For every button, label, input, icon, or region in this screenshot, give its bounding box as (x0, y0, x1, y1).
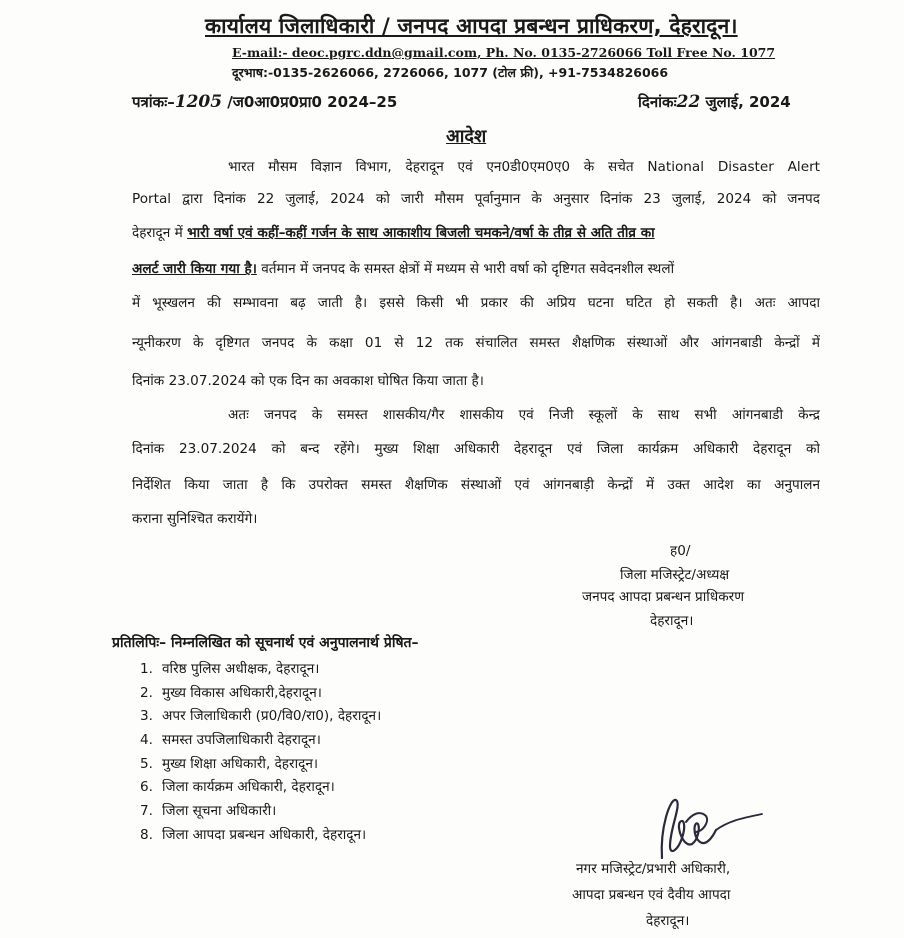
list-item: 5. मुख्य शिक्षा अधिकारी, देहरादून। (140, 755, 319, 772)
body-line: दिनांक 23.07.2024 को बन्द रहेंगे। मुख्य शिक्षा अधिकारी देहरादून एवं जिला कार्यक्रम अधिकारी देहरादून को (132, 441, 820, 457)
date-rest: जुलाई, 2024 (700, 93, 791, 111)
body-line: में भूस्खलन की सम्भावना बढ़ जाती है। इससे किसी भी प्रकार की अप्रिय घटना घटित हो सकती है। अतः आपदा (132, 295, 820, 311)
signatory-sign: ह0/ (670, 543, 691, 559)
signatory-place: देहरादून। (650, 613, 694, 629)
body-line: Portal द्वारा दिनांक 22 जुलाई, 2024 को जारी मौसम पूर्वानुमान के अनुसार दिनांक 23 जुलाई, 2024 को जनपद (132, 191, 820, 207)
body-line-plain: वर्तमान में जनपद के समस्त क्षेत्रों में मध्यम से भारी वर्षा को दृष्टिगत सवेदनशील स्थलों (256, 261, 675, 277)
document-date (638, 92, 791, 112)
email-contact-line: E-mail:- deoc.pgrc.ddn@gmail.com, Ph. No. 0135-2726066 Toll Free No. 1077 (232, 45, 776, 60)
copy-to-heading: प्रतिलिपिः– निम्नलिखित को सूचनार्थ एवं अनुपालनार्थ प्रेषित– (112, 635, 419, 651)
date-handwritten-day: 22 (676, 92, 701, 112)
alert-highlight: अलर्ट जारी किया गया है। (132, 261, 257, 277)
signatory-authority: जनपद आपदा प्रबन्धन प्राधिकरण (582, 589, 745, 605)
list-item: 8. जिला आपदा प्रबन्धन अधिकारी, देहरादून। (140, 826, 367, 843)
list-item: 7. जिला सूचना अधिकारी। (140, 803, 277, 820)
date-prefix: दिनांकः (638, 93, 677, 111)
order-title: आदेश (446, 126, 487, 147)
body-line: दिनांक 23.07.2024 को एक दिन का अवकाश घोषित किया जाता है। (132, 373, 484, 389)
body-line: भारत मौसम विज्ञान विभाग, देहरादून एवं एन0डी0एम0ए0 के सचेत National Disaster Alert (228, 159, 820, 175)
body-line: न्यूनीकरण के दृष्टिगत जनपद के कक्षा 01 से 12 तक संचालित समस्त शैक्षणिक संस्थाओं और आंगनबाडी केन्द्रों में (132, 335, 820, 351)
body-line: कराना सुनिश्चित करायेंगे। (132, 511, 258, 527)
list-item: 4. समस्त उपजिलाधिकारी देहरादून। (140, 732, 321, 749)
body-line (132, 222, 820, 244)
signatory-designation: जिला मजिस्ट्रेट/अध्यक्ष (620, 567, 730, 583)
reference-number (132, 92, 397, 112)
body-line: निर्देशित किया जाता है कि उपरोक्त समस्त शैक्षणिक संस्थाओं एवं आंगनबाड़ी केन्द्रों में उक्त आदेश का अनुपालन (132, 477, 820, 493)
list-item: 3. अपर जिलाधिकारी (प्र0/वि0/रा0), देहरादून। (140, 708, 382, 725)
list-item: 1. वरिष्ठ पुलिस अधीक्षक, देहरादून। (140, 661, 320, 677)
body-line: अतः जनपद के समस्त शासकीय/गैर शासकीय एवं निजी स्कूलों के साथ सभी आंगनबाडी केन्द्र (228, 407, 820, 423)
list-item: 2. मुख्य विकास अधिकारी,देहरादून। (140, 684, 322, 701)
reference-prefix: पत्रांकः– (132, 93, 175, 111)
copy-to-list (140, 658, 381, 848)
body-line (132, 258, 820, 280)
handwritten-signature (640, 788, 770, 868)
bottom-signatory-line2: आपदा प्रबन्धन एवं दैवीय आपदा (572, 887, 731, 903)
reference-handwritten-number: 1205 (174, 92, 223, 112)
alert-highlight: भारी वर्षा एवं कहीं–कहीं गर्जन के साथ आकाशीय बिजली चमकने/वर्षा के तीव्र से अति तीव्र का (187, 225, 655, 241)
office-title: कार्यालय जिलाधिकारी / जनपद आपदा प्रबन्धन प्राधिकरण, देहरादून। (205, 14, 738, 38)
bottom-signatory-line3: देहरादून। (646, 913, 690, 929)
reference-suffix: /ज0आ0प्र0प्रा0 2024–25 (222, 93, 398, 111)
phone-contact-line: दूरभाष:-0135-2626066, 2726066, 1077 (टोल फ्री), +91-7534826066 (232, 65, 669, 80)
bottom-signatory-line1: नगर मजिस्ट्रेट/प्रभारी अधिकारी, (576, 861, 731, 877)
list-item: 6. जिला कार्यक्रम अधिकारी, देहरादून। (140, 779, 335, 796)
body-line-plain: देहरादून में (132, 225, 188, 241)
